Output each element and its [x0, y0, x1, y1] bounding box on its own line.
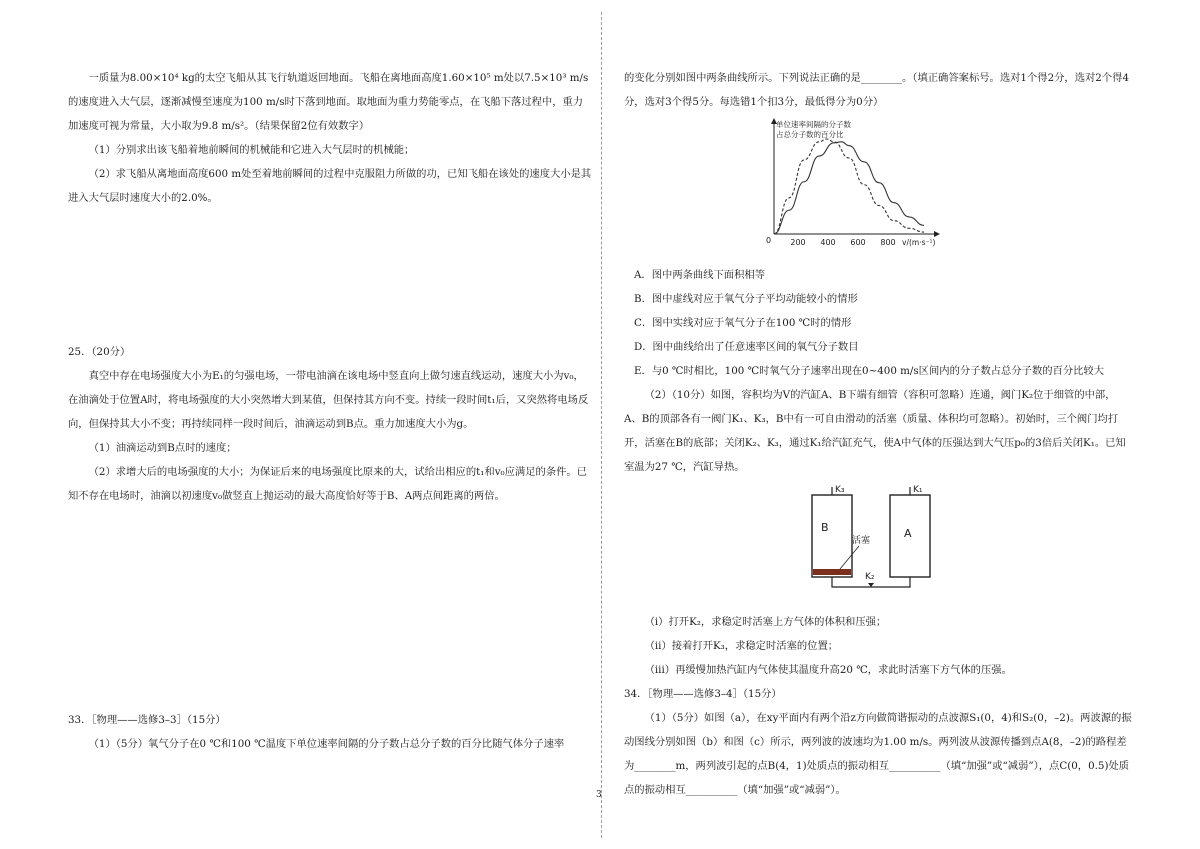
- chart-origin-label: 0: [766, 236, 772, 245]
- label-k3: K₃: [835, 485, 845, 495]
- right-column: [624, 66, 1132, 802]
- q25-stem: 真空中存在电场强度大小为E₁的匀强电场，一带电油滴在该电场中竖直向上做匀速直线运动，速度大小为v₀，在油滴处于位置A时，将电场强度的大小突然增大到某值，但保持其方向不变。持续一段时间t₁后，又突然将电场反向，但保持其大小不变；再持续同样一段时间后，油滴运动到B点。重力加速度大小为g。: [68, 370, 589, 430]
- column-divider: [601, 12, 602, 838]
- chart-xtick-400: 400: [820, 238, 836, 247]
- option-e: E．与0 ℃时相比，100 ℃时氧气分子速率出现在0~400 m/s区间内的分子数占总分子数的百分比较大: [634, 365, 1105, 377]
- left-column: [68, 66, 592, 756]
- chart-xtick-200: 200: [790, 238, 806, 247]
- chart-ylabel-line1: 单位速率间隔的分子数: [776, 120, 851, 129]
- cylinder-b: [812, 495, 852, 577]
- q33-part1-start: （1）（5分）氧气分子在0 ℃和100 ℃温度下单位速率间隔的分子数占总分子数的百分比随气体分子速率: [88, 738, 565, 750]
- q33-heading: 33．［物理——选修3–3］（15分）: [68, 714, 226, 726]
- chart-ylabel-line2: 占总分子数的百分比: [776, 130, 844, 139]
- option-c: C．图中实线对应于氧气分子在100 ℃时的情形: [634, 317, 852, 329]
- dashed-curve-0c: [774, 139, 924, 234]
- option-a: A．图中两条曲线下面积相等: [634, 269, 765, 281]
- chart-x-arrow: [934, 231, 940, 237]
- solid-curve-100c: [774, 142, 924, 234]
- q24-part1: （1）分别求出该飞船着地前瞬间的机械能和它进入大气层时的机械能；: [88, 144, 415, 156]
- q24-part2: （2）求飞船从离地面高度600 m处至着地前瞬间的过程中克服阻力所做的功，已知飞船在该处的速度大小是其进入大气层时速度大小的2.0%。: [68, 168, 592, 204]
- chart-xtick-800: 800: [880, 238, 896, 247]
- label-a: A: [904, 527, 912, 540]
- q33-part2: （2）（10分）如图，容积均为V的汽缸A、B下端有细管（容积可忽略）连通，阀门K₂位于细管的中部，A、B的顶部各有一阀门K₁、K₃，B中有一可自由滑动的活塞（质量、体积均可忽略）。初始时，三个阀门均打开，活塞在B的底部；关闭K₂、K₃，通过K₁给汽缸充气，使A中气体的压强达到大气压p₀的3倍后关闭K₁。已知室温为27 ℃，汽缸导热。: [624, 389, 1126, 473]
- chart-xlabel: v/(m·s⁻¹): [902, 238, 936, 247]
- label-piston: 活塞: [852, 536, 871, 546]
- label-k1: K₁: [913, 485, 923, 495]
- q25-part1: （1）油滴运动到B点时的速度；: [88, 442, 237, 454]
- label-k2: K₂: [865, 572, 875, 582]
- q25-heading: 25．（20分）: [68, 346, 131, 358]
- speed-distribution-chart: [754, 118, 944, 250]
- piston-bar: [813, 569, 851, 575]
- page-number: 3: [596, 790, 602, 800]
- piston-pointer: [840, 546, 859, 569]
- chart-xtick-600: 600: [850, 238, 866, 247]
- q33-sub-i: （i）打开K₂，求稳定时活塞上方气体的体积和压强；: [644, 616, 887, 628]
- q24-stem: 一质量为8.00×10⁴ kg的太空飞船从其飞行轨道返回地面。飞船在离地面高度1.60×10⁵ m处以7.5×10³ m/s的速度进入大气层，逐渐减慢至速度为100 m/s时下落到地面。取地面为重力势能零点，在飞船下落过程中，重力加速度可视为常量，大小取为9.8 m/s²。（结果保留2位有效数字）: [68, 72, 589, 132]
- cylinder-diagram: [804, 483, 934, 595]
- q34-part1: （1）（5分）如图（a），在xy平面内有两个沿z方向做简谐振动的点波源S₁(0，4)和S₂(0，–2)。两波源的振动图线分别如图（b）和图（c）所示，两列波的波速均为1.00 m/s。两列波从波源传播到点A(8，–2)的路程差为________m，两列波引起的点B(4，1)处质点的振动相互__________（填“加强”或“减弱”），点C(0，0.5)处质点的振动相互__________（填“加强”或“减弱”）。: [624, 712, 1132, 796]
- option-d: D．图中曲线给出了任意速率区间的氧气分子数目: [634, 341, 859, 353]
- q25-part2: （2）求增大后的电场强度的大小；为保证后来的电场强度比原来的大，试给出相应的t₁和v₀应满足的条件。已知不存在电场时，油滴以初速度v₀做竖直上抛运动的最大高度恰好等于B、A两点间距离的两倍。: [68, 466, 588, 502]
- q33-sub-iii: （iii）再缓慢加热汽缸内气体使其温度升高20 ℃，求此时活塞下方气体的压强。: [644, 664, 1012, 676]
- q33-sub-ii: （ii）接着打开K₃，求稳定时活塞的位置；: [644, 640, 839, 652]
- q33-part1-continued: 的变化分别如图中两条曲线所示。下列说法正确的是________。（填正确答案标号。选对1个得2分，选对2个得4分，选对3个得5分。每选错1个扣3分，最低得分为0分）: [624, 72, 1130, 108]
- label-b: B: [821, 521, 829, 534]
- q34-heading: 34．［物理——选修3–4］（15分）: [624, 688, 782, 700]
- option-b: B．图中虚线对应于氧气分子平均动能较小的情形: [634, 293, 858, 305]
